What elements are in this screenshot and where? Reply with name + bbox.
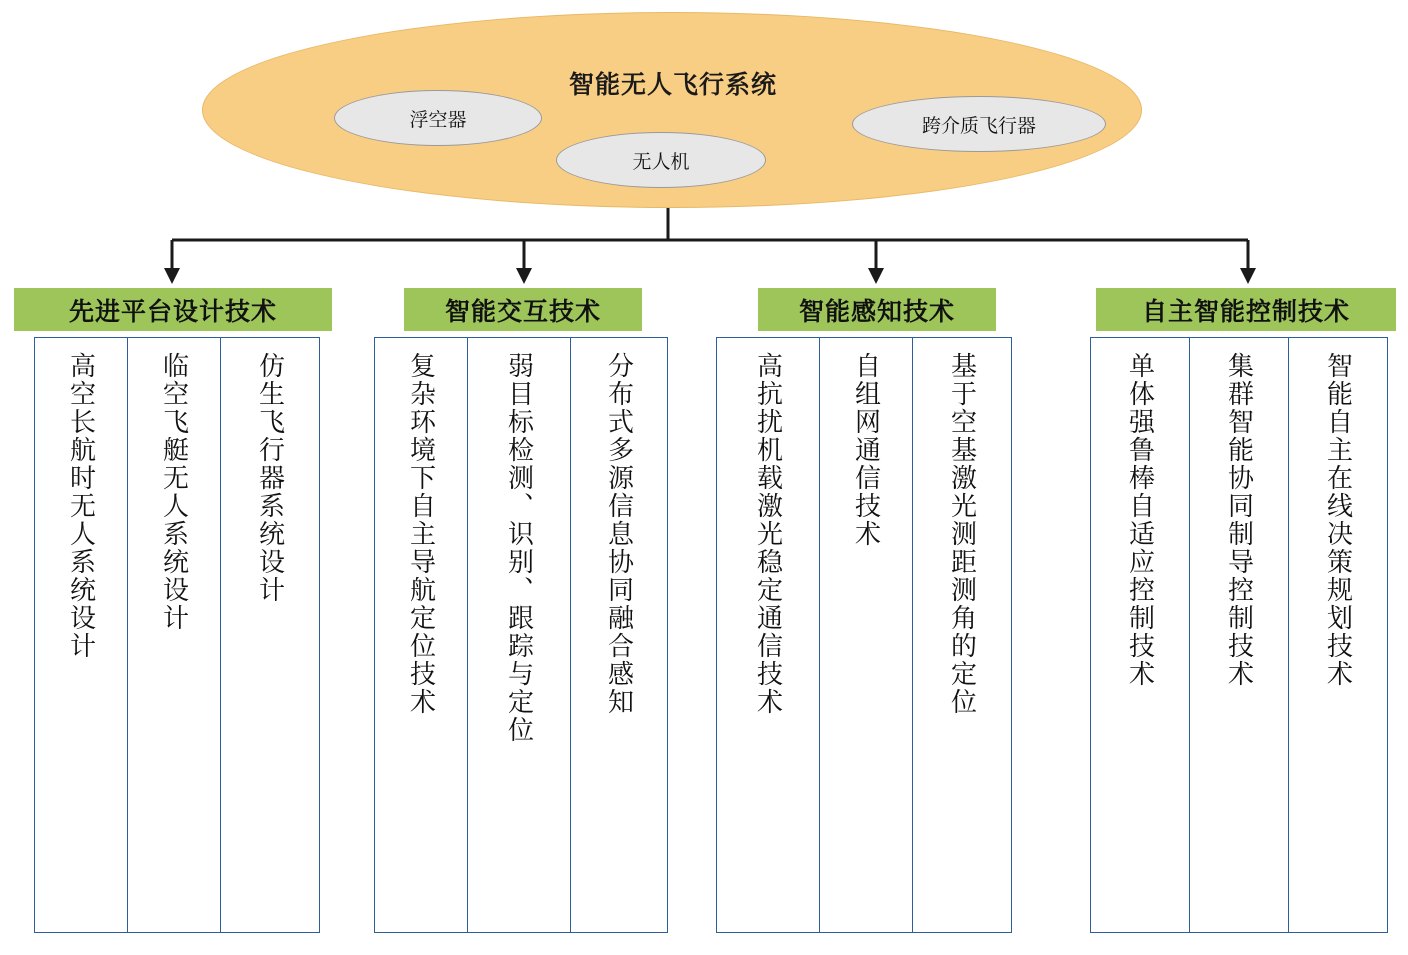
leaf-item [374,337,468,933]
leaf-item [819,337,913,933]
leaf-label: 单体强鲁棒自适应控制技术 [1125,352,1155,688]
leaf-item [127,337,221,933]
leaf-group-autonomous-control [1090,337,1387,933]
category-header-intelligent-perception: 智能感知技术 [758,288,996,331]
leaf-item [912,337,1012,933]
leaf-item [716,337,820,933]
root-title: 智能无人飞行系统 [568,72,777,99]
leaf-label: 自组网通信技术 [851,352,881,548]
leaf-item [467,337,571,933]
leaf-group-intelligent-interaction [374,337,667,933]
leaf-item [1090,337,1190,933]
leaf-label: 高空长航时无人系统设计 [66,352,96,660]
leaf-label: 基于空基激光测距测角的定位 [947,352,977,716]
leaf-item [1189,337,1289,933]
platform-node-floater: 浮空器 [334,90,542,146]
leaf-label: 高抗扰机载激光稳定通信技术 [753,352,783,716]
leaf-label: 智能自主在线决策规划技术 [1323,352,1353,688]
category-header-intelligent-interaction: 智能交互技术 [404,288,642,331]
leaf-label: 复杂环境下自主导航定位技术 [406,352,436,716]
leaf-item [1288,337,1388,933]
leaf-item [220,337,320,933]
leaf-group-intelligent-perception [716,337,1011,933]
category-header-platform-design: 先进平台设计技术 [14,288,332,331]
leaf-label: 分布式多源信息协同融合感知 [604,352,634,716]
leaf-item [570,337,668,933]
platform-node-cross-medium: 跨介质飞行器 [852,96,1106,152]
leaf-label: 仿生飞行器系统设计 [255,352,285,604]
category-header-autonomous-control: 自主智能控制技术 [1096,288,1396,331]
leaf-label: 弱目标检测、识别、跟踪与定位 [504,352,534,744]
leaf-group-platform-design [34,337,319,933]
platform-node-uav: 无人机 [556,132,766,188]
leaf-label: 集群智能协同制导控制技术 [1224,352,1254,688]
leaf-item [34,337,128,933]
leaf-label: 临空飞艇无人系统设计 [159,352,189,632]
